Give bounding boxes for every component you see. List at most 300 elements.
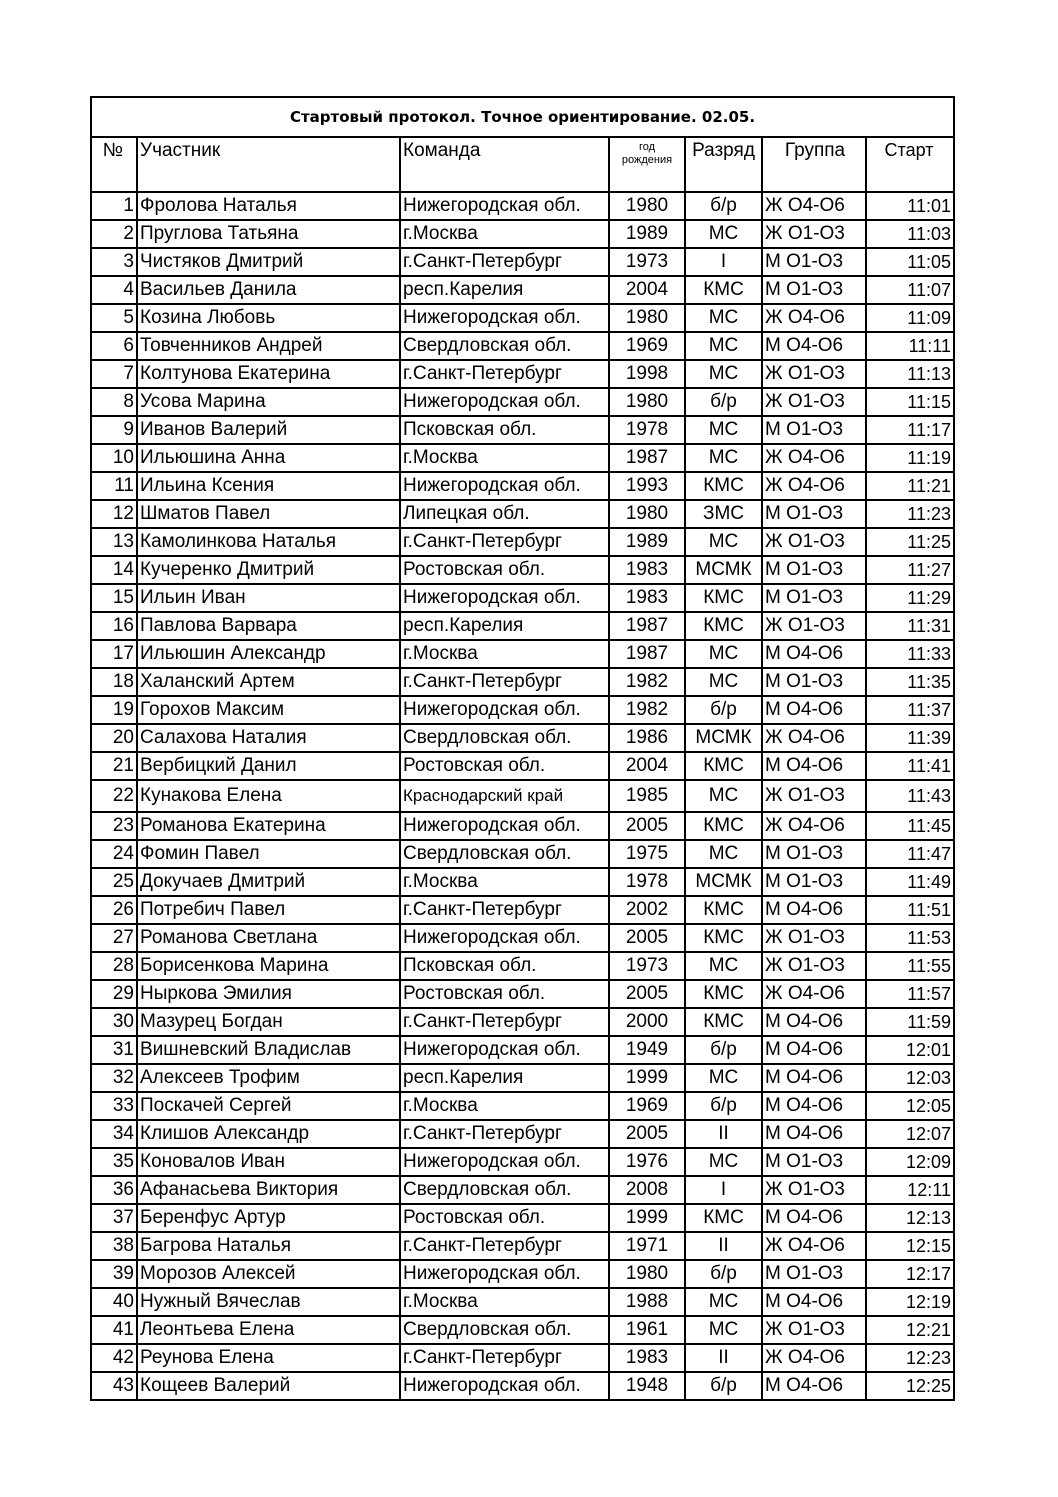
row-number: 26 — [91, 896, 137, 924]
table-row — [91, 192, 954, 220]
birth-year: 2005 — [609, 1120, 685, 1148]
start-time: 11:29 — [866, 584, 954, 612]
start-time: 11:33 — [866, 640, 954, 668]
start-time: 12:07 — [866, 1120, 954, 1148]
birth-year: 2008 — [609, 1176, 685, 1204]
age-group: Ж О4-О6 — [762, 472, 866, 500]
sport-rank: б/р — [685, 1372, 762, 1400]
start-time: 11:53 — [866, 924, 954, 952]
row-number: 42 — [91, 1344, 137, 1372]
start-time: 11:49 — [866, 868, 954, 896]
table-row — [91, 276, 954, 304]
participant-name: Фролова Наталья — [137, 192, 400, 220]
birth-year: 1978 — [609, 868, 685, 896]
age-group: Ж О1-О3 — [762, 1176, 866, 1204]
age-group: М О4-О6 — [762, 1064, 866, 1092]
age-group: М О4-О6 — [762, 1092, 866, 1120]
start-protocol-table — [90, 96, 955, 1401]
start-time: 11:13 — [866, 360, 954, 388]
sport-rank: МС — [685, 416, 762, 444]
row-number: 43 — [91, 1372, 137, 1400]
participant-name: Клишов Александр — [137, 1120, 400, 1148]
birth-year: 1999 — [609, 1204, 685, 1232]
age-group: М О4-О6 — [762, 640, 866, 668]
table-row — [91, 444, 954, 472]
table-row — [91, 1064, 954, 1092]
row-number: 18 — [91, 668, 137, 696]
table-row — [91, 780, 954, 812]
row-number: 3 — [91, 248, 137, 276]
age-group: М О1-О3 — [762, 500, 866, 528]
table-row — [91, 332, 954, 360]
participant-name: Васильев Данила — [137, 276, 400, 304]
row-number: 31 — [91, 1036, 137, 1064]
row-number: 41 — [91, 1316, 137, 1344]
team-name: Нижегородская обл. — [400, 1036, 609, 1064]
birth-year: 1976 — [609, 1148, 685, 1176]
team-name: Нижегородская обл. — [400, 924, 609, 952]
start-time: 12:05 — [866, 1092, 954, 1120]
participant-name: Кощеев Валерий — [137, 1372, 400, 1400]
sport-rank: б/р — [685, 192, 762, 220]
birth-year: 1982 — [609, 668, 685, 696]
start-time: 11:15 — [866, 388, 954, 416]
team-name: Нижегородская обл. — [400, 812, 609, 840]
start-time: 11:27 — [866, 556, 954, 584]
participant-name: Козина Любовь — [137, 304, 400, 332]
participant-name: Фомин Павел — [137, 840, 400, 868]
age-group: М О4-О6 — [762, 1120, 866, 1148]
start-time: 11:35 — [866, 668, 954, 696]
birth-year: 1948 — [609, 1372, 685, 1400]
age-group: Ж О4-О6 — [762, 304, 866, 332]
age-group: М О1-О3 — [762, 1260, 866, 1288]
participant-name: Борисенкова Марина — [137, 952, 400, 980]
birth-year: 1980 — [609, 192, 685, 220]
participant-name: Романова Светлана — [137, 924, 400, 952]
header-name: Участник — [137, 137, 400, 192]
table-row — [91, 388, 954, 416]
sport-rank: б/р — [685, 696, 762, 724]
age-group: Ж О1-О3 — [762, 952, 866, 980]
birth-year: 2005 — [609, 812, 685, 840]
birth-year: 1989 — [609, 220, 685, 248]
birth-year: 1973 — [609, 952, 685, 980]
start-time: 11:11 — [866, 332, 954, 360]
sport-rank: б/р — [685, 1260, 762, 1288]
table-row — [91, 1176, 954, 1204]
age-group: Ж О1-О3 — [762, 780, 866, 812]
team-name: Псковская обл. — [400, 952, 609, 980]
sport-rank: II — [685, 1344, 762, 1372]
table-row — [91, 1232, 954, 1260]
age-group: М О4-О6 — [762, 1008, 866, 1036]
start-time: 11:51 — [866, 896, 954, 924]
sport-rank: МС — [685, 360, 762, 388]
sport-rank: МС — [685, 1316, 762, 1344]
start-time: 12:21 — [866, 1316, 954, 1344]
start-time: 11:31 — [866, 612, 954, 640]
start-time: 11:03 — [866, 220, 954, 248]
start-time: 11:55 — [866, 952, 954, 980]
row-number: 39 — [91, 1260, 137, 1288]
row-number: 37 — [91, 1204, 137, 1232]
participant-name: Салахова Наталия — [137, 724, 400, 752]
birth-year: 2004 — [609, 752, 685, 780]
participant-name: Горохов Максим — [137, 696, 400, 724]
birth-year: 2004 — [609, 276, 685, 304]
team-name: Нижегородская обл. — [400, 1372, 609, 1400]
start-time: 11:59 — [866, 1008, 954, 1036]
age-group: М О4-О6 — [762, 896, 866, 924]
age-group: М О1-О3 — [762, 584, 866, 612]
table-title: Стартовый протокол. Точное ориентирование. 02.05. — [91, 97, 954, 137]
age-group: Ж О1-О3 — [762, 220, 866, 248]
age-group: Ж О4-О6 — [762, 1344, 866, 1372]
participant-name: Реунова Елена — [137, 1344, 400, 1372]
age-group: Ж О4-О6 — [762, 980, 866, 1008]
row-number: 32 — [91, 1064, 137, 1092]
team-name: респ.Карелия — [400, 612, 609, 640]
sport-rank: МС — [685, 780, 762, 812]
age-group: Ж О4-О6 — [762, 444, 866, 472]
sport-rank: КМС — [685, 612, 762, 640]
birth-year: 2005 — [609, 980, 685, 1008]
start-time: 11:05 — [866, 248, 954, 276]
table-row — [91, 1204, 954, 1232]
sport-rank: б/р — [685, 388, 762, 416]
birth-year: 1985 — [609, 780, 685, 812]
team-name: г.Москва — [400, 444, 609, 472]
birth-year: 1961 — [609, 1316, 685, 1344]
team-name: г.Санкт-Петербург — [400, 668, 609, 696]
birth-year: 1980 — [609, 304, 685, 332]
age-group: М О4-О6 — [762, 1036, 866, 1064]
start-time: 12:25 — [866, 1372, 954, 1400]
sport-rank: МС — [685, 1288, 762, 1316]
sport-rank: II — [685, 1232, 762, 1260]
participant-name: Багрова Наталья — [137, 1232, 400, 1260]
participant-name: Ильина Ксения — [137, 472, 400, 500]
age-group: М О4-О6 — [762, 752, 866, 780]
age-group: Ж О1-О3 — [762, 360, 866, 388]
table-row — [91, 1372, 954, 1400]
table-row — [91, 1260, 954, 1288]
birth-year: 1989 — [609, 528, 685, 556]
age-group: М О1-О3 — [762, 276, 866, 304]
age-group: М О4-О6 — [762, 1204, 866, 1232]
start-time: 11:09 — [866, 304, 954, 332]
sport-rank: II — [685, 1120, 762, 1148]
table-row — [91, 360, 954, 388]
participant-name: Кучеренко Дмитрий — [137, 556, 400, 584]
birth-year: 1988 — [609, 1288, 685, 1316]
birth-year: 1983 — [609, 1344, 685, 1372]
team-name: г.Санкт-Петербург — [400, 896, 609, 924]
age-group: Ж О4-О6 — [762, 812, 866, 840]
team-name: г.Санкт-Петербург — [400, 1344, 609, 1372]
start-time: 12:19 — [866, 1288, 954, 1316]
team-name: Нижегородская обл. — [400, 696, 609, 724]
row-number: 13 — [91, 528, 137, 556]
table-row — [91, 1008, 954, 1036]
sport-rank: МС — [685, 1064, 762, 1092]
birth-year: 1983 — [609, 556, 685, 584]
team-name: г.Санкт-Петербург — [400, 360, 609, 388]
participant-name: Коновалов Иван — [137, 1148, 400, 1176]
team-name: г.Москва — [400, 640, 609, 668]
header-group: Группа — [762, 137, 866, 192]
participant-name: Товченников Андрей — [137, 332, 400, 360]
table-row — [91, 1316, 954, 1344]
age-group: М О4-О6 — [762, 332, 866, 360]
team-name: г.Москва — [400, 868, 609, 896]
age-group: М О1-О3 — [762, 868, 866, 896]
table-row — [91, 1148, 954, 1176]
sport-rank: б/р — [685, 1036, 762, 1064]
team-name: г.Москва — [400, 1092, 609, 1120]
sport-rank: МСМК — [685, 724, 762, 752]
table-row — [91, 1036, 954, 1064]
participant-name: Поскачей Сергей — [137, 1092, 400, 1120]
participant-name: Вербицкий Данил — [137, 752, 400, 780]
participant-name: Алексеев Трофим — [137, 1064, 400, 1092]
birth-year: 1983 — [609, 584, 685, 612]
sport-rank: МС — [685, 640, 762, 668]
participant-name: Кунакова Елена — [137, 780, 400, 812]
start-time: 12:17 — [866, 1260, 954, 1288]
sport-rank: КМС — [685, 1204, 762, 1232]
start-time: 11:37 — [866, 696, 954, 724]
header-year-line2: рождения — [621, 154, 673, 166]
age-group: Ж О1-О3 — [762, 528, 866, 556]
sport-rank: МСМК — [685, 556, 762, 584]
start-time: 12:13 — [866, 1204, 954, 1232]
sport-rank: I — [685, 1176, 762, 1204]
start-time: 11:43 — [866, 780, 954, 812]
birth-year: 1980 — [609, 1260, 685, 1288]
row-number: 27 — [91, 924, 137, 952]
age-group: М О4-О6 — [762, 1372, 866, 1400]
team-name: Ростовская обл. — [400, 752, 609, 780]
team-name: Нижегородская обл. — [400, 472, 609, 500]
start-time: 12:09 — [866, 1148, 954, 1176]
age-group: М О1-О3 — [762, 840, 866, 868]
team-name: Ростовская обл. — [400, 1204, 609, 1232]
participant-name: Ильюшина Анна — [137, 444, 400, 472]
sport-rank: КМС — [685, 276, 762, 304]
row-number: 15 — [91, 584, 137, 612]
start-time: 11:21 — [866, 472, 954, 500]
sport-rank: МС — [685, 528, 762, 556]
birth-year: 1999 — [609, 1064, 685, 1092]
birth-year: 1993 — [609, 472, 685, 500]
row-number: 6 — [91, 332, 137, 360]
header-year-line1: год — [638, 141, 656, 153]
table-row — [91, 868, 954, 896]
row-number: 1 — [91, 192, 137, 220]
team-name: Свердловская обл. — [400, 332, 609, 360]
birth-year: 1969 — [609, 332, 685, 360]
participant-name: Колтунова Екатерина — [137, 360, 400, 388]
birth-year: 1980 — [609, 500, 685, 528]
row-number: 4 — [91, 276, 137, 304]
team-name: Псковская обл. — [400, 416, 609, 444]
header-start: Старт — [866, 137, 954, 192]
participant-name: Ныркова Эмилия — [137, 980, 400, 1008]
team-name: Липецкая обл. — [400, 500, 609, 528]
table-row — [91, 640, 954, 668]
table-row — [91, 472, 954, 500]
team-name: Свердловская обл. — [400, 1176, 609, 1204]
participant-name: Леонтьева Елена — [137, 1316, 400, 1344]
birth-year: 2000 — [609, 1008, 685, 1036]
participant-name: Афанасьева Виктория — [137, 1176, 400, 1204]
start-time: 12:03 — [866, 1064, 954, 1092]
birth-year: 2002 — [609, 896, 685, 924]
sport-rank: МСМК — [685, 868, 762, 896]
start-time: 11:01 — [866, 192, 954, 220]
team-name: г.Москва — [400, 220, 609, 248]
participant-name: Вишневский Владислав — [137, 1036, 400, 1064]
table-row — [91, 556, 954, 584]
table-row — [91, 612, 954, 640]
birth-year: 1987 — [609, 640, 685, 668]
row-number: 35 — [91, 1148, 137, 1176]
team-name: г.Санкт-Петербург — [400, 1120, 609, 1148]
start-time: 11:25 — [866, 528, 954, 556]
team-name: Нижегородская обл. — [400, 1148, 609, 1176]
participant-name: Пруглова Татьяна — [137, 220, 400, 248]
table-row — [91, 528, 954, 556]
row-number: 28 — [91, 952, 137, 980]
team-name: респ.Карелия — [400, 276, 609, 304]
birth-year: 1987 — [609, 612, 685, 640]
row-number: 38 — [91, 1232, 137, 1260]
row-number: 8 — [91, 388, 137, 416]
participant-name: Докучаев Дмитрий — [137, 868, 400, 896]
sport-rank: МС — [685, 1148, 762, 1176]
row-number: 25 — [91, 868, 137, 896]
age-group: М О4-О6 — [762, 696, 866, 724]
start-time: 11:23 — [866, 500, 954, 528]
row-number: 29 — [91, 980, 137, 1008]
row-number: 23 — [91, 812, 137, 840]
row-number: 20 — [91, 724, 137, 752]
row-number: 14 — [91, 556, 137, 584]
participant-name: Шматов Павел — [137, 500, 400, 528]
team-name: Ростовская обл. — [400, 556, 609, 584]
sport-rank: МС — [685, 668, 762, 696]
sport-rank: КМС — [685, 896, 762, 924]
sport-rank: МС — [685, 444, 762, 472]
age-group: М О4-О6 — [762, 1288, 866, 1316]
team-name: г.Санкт-Петербург — [400, 528, 609, 556]
sport-rank: ЗМС — [685, 500, 762, 528]
sport-rank: КМС — [685, 752, 762, 780]
table-row — [91, 840, 954, 868]
sport-rank: КМС — [685, 472, 762, 500]
age-group: М О1-О3 — [762, 556, 866, 584]
team-name: Ростовская обл. — [400, 980, 609, 1008]
age-group: Ж О1-О3 — [762, 612, 866, 640]
participants-body — [91, 192, 954, 1400]
birth-year: 1971 — [609, 1232, 685, 1260]
participant-name: Ильюшин Александр — [137, 640, 400, 668]
table-row — [91, 724, 954, 752]
birth-year: 1980 — [609, 388, 685, 416]
table-row — [91, 980, 954, 1008]
birth-year: 2005 — [609, 924, 685, 952]
table-row — [91, 1288, 954, 1316]
title-row — [91, 97, 954, 137]
birth-year: 1987 — [609, 444, 685, 472]
sport-rank: КМС — [685, 1008, 762, 1036]
start-time: 12:01 — [866, 1036, 954, 1064]
sport-rank: I — [685, 248, 762, 276]
header-rank: Разряд — [685, 137, 762, 192]
table-row — [91, 1344, 954, 1372]
team-name: респ.Карелия — [400, 1064, 609, 1092]
start-time: 11:45 — [866, 812, 954, 840]
age-group: Ж О4-О6 — [762, 192, 866, 220]
table-row — [91, 752, 954, 780]
birth-year: 1982 — [609, 696, 685, 724]
start-time: 11:39 — [866, 724, 954, 752]
row-number: 17 — [91, 640, 137, 668]
row-number: 22 — [91, 780, 137, 812]
participant-name: Ильин Иван — [137, 584, 400, 612]
row-number: 5 — [91, 304, 137, 332]
team-name: Нижегородская обл. — [400, 304, 609, 332]
row-number: 11 — [91, 472, 137, 500]
age-group: Ж О1-О3 — [762, 924, 866, 952]
participant-name: Романова Екатерина — [137, 812, 400, 840]
team-name: г.Санкт-Петербург — [400, 1008, 609, 1036]
table-row — [91, 1120, 954, 1148]
age-group: Ж О1-О3 — [762, 1316, 866, 1344]
age-group: М О1-О3 — [762, 668, 866, 696]
start-time: 11:47 — [866, 840, 954, 868]
participant-name: Усова Марина — [137, 388, 400, 416]
row-number: 24 — [91, 840, 137, 868]
table-row — [91, 896, 954, 924]
row-number: 12 — [91, 500, 137, 528]
row-number: 33 — [91, 1092, 137, 1120]
team-name: Краснодарский край — [400, 780, 609, 812]
start-time: 11:57 — [866, 980, 954, 1008]
table-row — [91, 812, 954, 840]
birth-year: 1949 — [609, 1036, 685, 1064]
start-time: 12:23 — [866, 1344, 954, 1372]
participant-name: Морозов Алексей — [137, 1260, 400, 1288]
age-group: Ж О1-О3 — [762, 388, 866, 416]
table-row — [91, 1092, 954, 1120]
birth-year: 1973 — [609, 248, 685, 276]
age-group: М О1-О3 — [762, 1148, 866, 1176]
table-row — [91, 248, 954, 276]
table-row — [91, 304, 954, 332]
row-number: 9 — [91, 416, 137, 444]
team-name: Нижегородская обл. — [400, 584, 609, 612]
team-name: Нижегородская обл. — [400, 1260, 609, 1288]
sport-rank: МС — [685, 952, 762, 980]
team-name: г.Москва — [400, 1288, 609, 1316]
start-time: 11:41 — [866, 752, 954, 780]
row-number: 10 — [91, 444, 137, 472]
sport-rank: МС — [685, 304, 762, 332]
sport-rank: КМС — [685, 924, 762, 952]
